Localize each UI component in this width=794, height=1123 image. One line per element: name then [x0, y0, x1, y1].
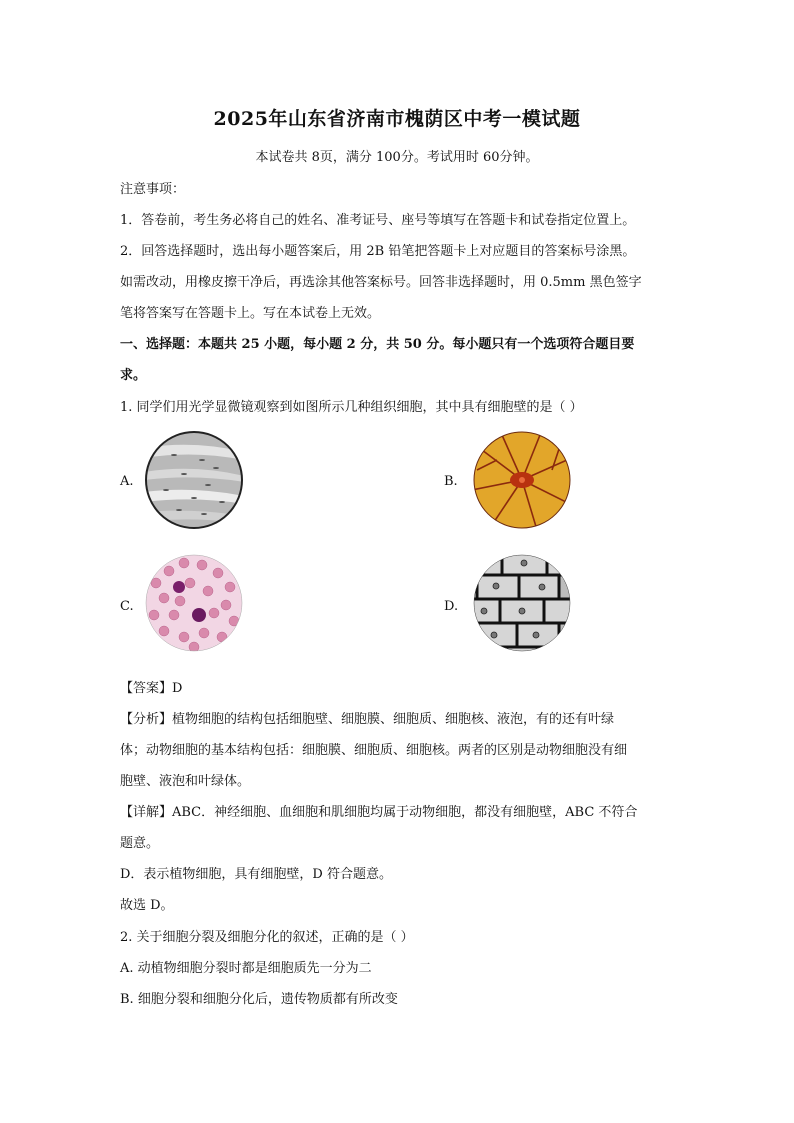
nerve-cell-image: [472, 430, 572, 530]
option-d-label: D.: [444, 599, 459, 614]
q1-detail-d: D．表示植物细胞，具有细胞壁，D 符合题意。: [120, 867, 392, 882]
option-b-label: B.: [444, 474, 458, 489]
notice-item-2-cont: 如需改动，用橡皮擦干净后，再选涂其他答案标号。回答非选择题时，用 0.5mm 黑色签字: [120, 275, 642, 290]
question-2-stem: 2. 关于细胞分裂及细胞分化的叙述，正确的是（ ）: [120, 930, 414, 945]
section-heading-cont: 求。: [120, 368, 147, 383]
plant-cell-image: [472, 553, 572, 653]
q2-option-b: B. 细胞分裂和细胞分化后，遗传物质都有所改变: [120, 992, 398, 1007]
q1-conclusion: 故选 D。: [120, 898, 174, 913]
notice-item-1: 1．答卷前，考生务必将自己的姓名、准考证号、座号等填写在答题卡和试卷指定位置上。: [120, 213, 636, 228]
q1-analysis: 【分析】植物细胞的结构包括细胞壁、细胞膜、细胞质、细胞核、液泡，有的还有叶绿: [120, 712, 615, 727]
question-1-stem: 1. 同学们用光学显微镜观察到如图所示几种组织细胞，其中具有细胞壁的是（ ）: [120, 400, 583, 415]
q2-option-a: A. 动植物细胞分裂时都是细胞质先一分为二: [120, 961, 372, 976]
q1-answer: 【答案】D: [120, 681, 183, 696]
notice-item-2-cont2: 笔将答案写在答题卡上。写在本试卷上无效。: [120, 306, 381, 321]
q1-detail-cont: 题意。: [120, 836, 160, 851]
blood-cell-image: [144, 553, 244, 653]
q1-analysis-cont2: 胞壁、液泡和叶绿体。: [120, 774, 251, 789]
notice-item-2: 2．回答选择题时，选出每小题答案后，用 2B 铅笔把答题卡上对应题目的答案标号涂黑。: [120, 244, 636, 259]
exam-title: 2025年山东省济南市槐荫区中考一模试题: [213, 108, 581, 130]
option-c-label: C.: [120, 599, 134, 614]
notice-heading: 注意事项：: [120, 182, 186, 197]
q1-analysis-cont: 体；动物细胞的基本结构包括：细胞膜、细胞质、细胞核。两者的区别是动物细胞没有细: [120, 743, 628, 758]
muscle-cell-image: [144, 430, 244, 530]
section-heading: 一、选择题：本题共 25 小题，每小题 2 分，共 50 分。每小题只有一个选项符合题目要: [120, 337, 635, 352]
q1-detail: 【详解】ABC．神经细胞、血细胞和肌细胞均属于动物细胞，都没有细胞壁，ABC 不符合: [120, 805, 638, 820]
exam-subtitle: 本试卷共 8页，满分 100分。考试用时 60分钟。: [255, 150, 539, 165]
option-a-label: A.: [120, 474, 134, 489]
